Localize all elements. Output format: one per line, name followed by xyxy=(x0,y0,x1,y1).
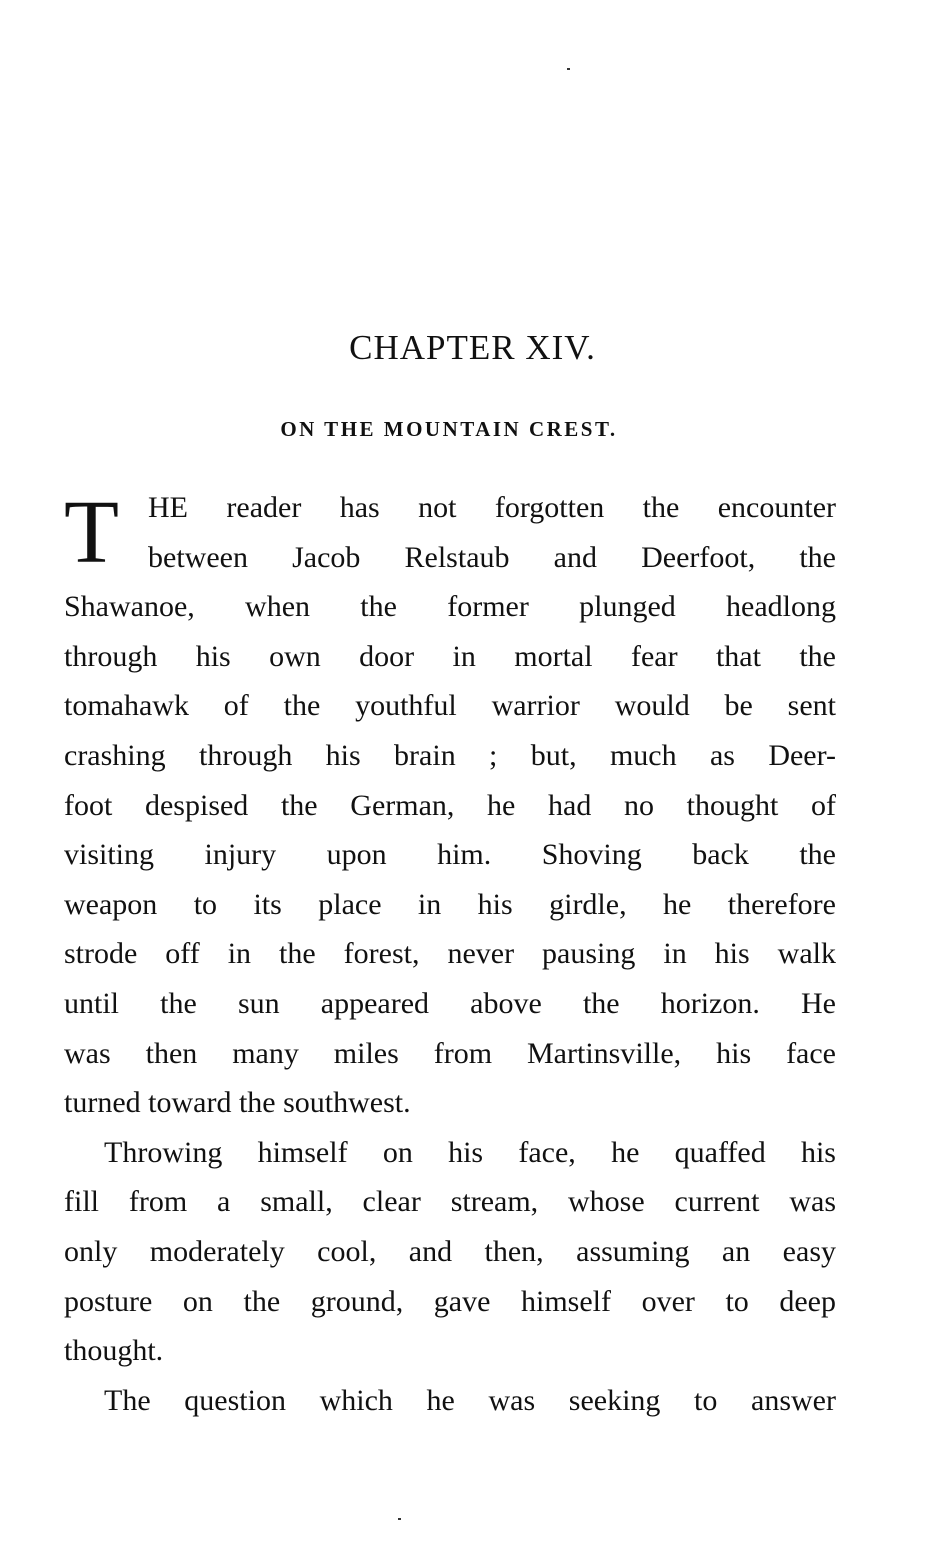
text-line: through his own door in mortal fear that the xyxy=(64,639,836,673)
chapter-title: CHAPTER XIV. xyxy=(349,328,596,367)
text-line: foot despised the German, he had no thought of xyxy=(64,788,836,822)
text-line: only moderately cool, and then, assuming an easy xyxy=(64,1234,836,1268)
text-line: until the sun appeared above the horizon. He xyxy=(64,986,836,1020)
text-line: fill from a small, clear stream, whose current was xyxy=(64,1185,836,1219)
top-speck-mark xyxy=(567,68,570,70)
text-line: was then many miles from Martinsville, his face xyxy=(64,1036,836,1070)
text-line: between Jacob Relstaub and Deerfoot, the xyxy=(148,540,836,574)
text-line: The question which he was seeking to answer xyxy=(104,1383,836,1417)
text-line: tomahawk of the youthful warrior would be sent xyxy=(64,689,836,723)
chapter-subtitle: ON THE MOUNTAIN CREST. xyxy=(280,417,618,441)
text-line: crashing through his brain ; but, much as Deer- xyxy=(64,738,836,772)
text-line: strode off in the forest, never pausing in his walk xyxy=(64,937,836,971)
text-line: Shawanoe, when the former plunged headlong xyxy=(64,590,836,624)
text-line: thought. xyxy=(64,1334,164,1368)
text-line: posture on the ground, gave himself over to deep xyxy=(64,1284,836,1318)
text-line: HE reader has not forgotten the encounter xyxy=(148,491,836,524)
text-line: weapon to its place in his girdle, he therefore xyxy=(64,887,836,921)
text-line: Throwing himself on his face, he quaffed his xyxy=(104,1135,836,1169)
text-line: visiting injury upon him. Shoving back the xyxy=(64,838,836,872)
drop-cap-letter: T xyxy=(64,483,119,582)
body-text xyxy=(64,483,836,1425)
text-line: turned toward the southwest. xyxy=(64,1086,411,1120)
bottom-speck-mark xyxy=(398,1518,401,1520)
